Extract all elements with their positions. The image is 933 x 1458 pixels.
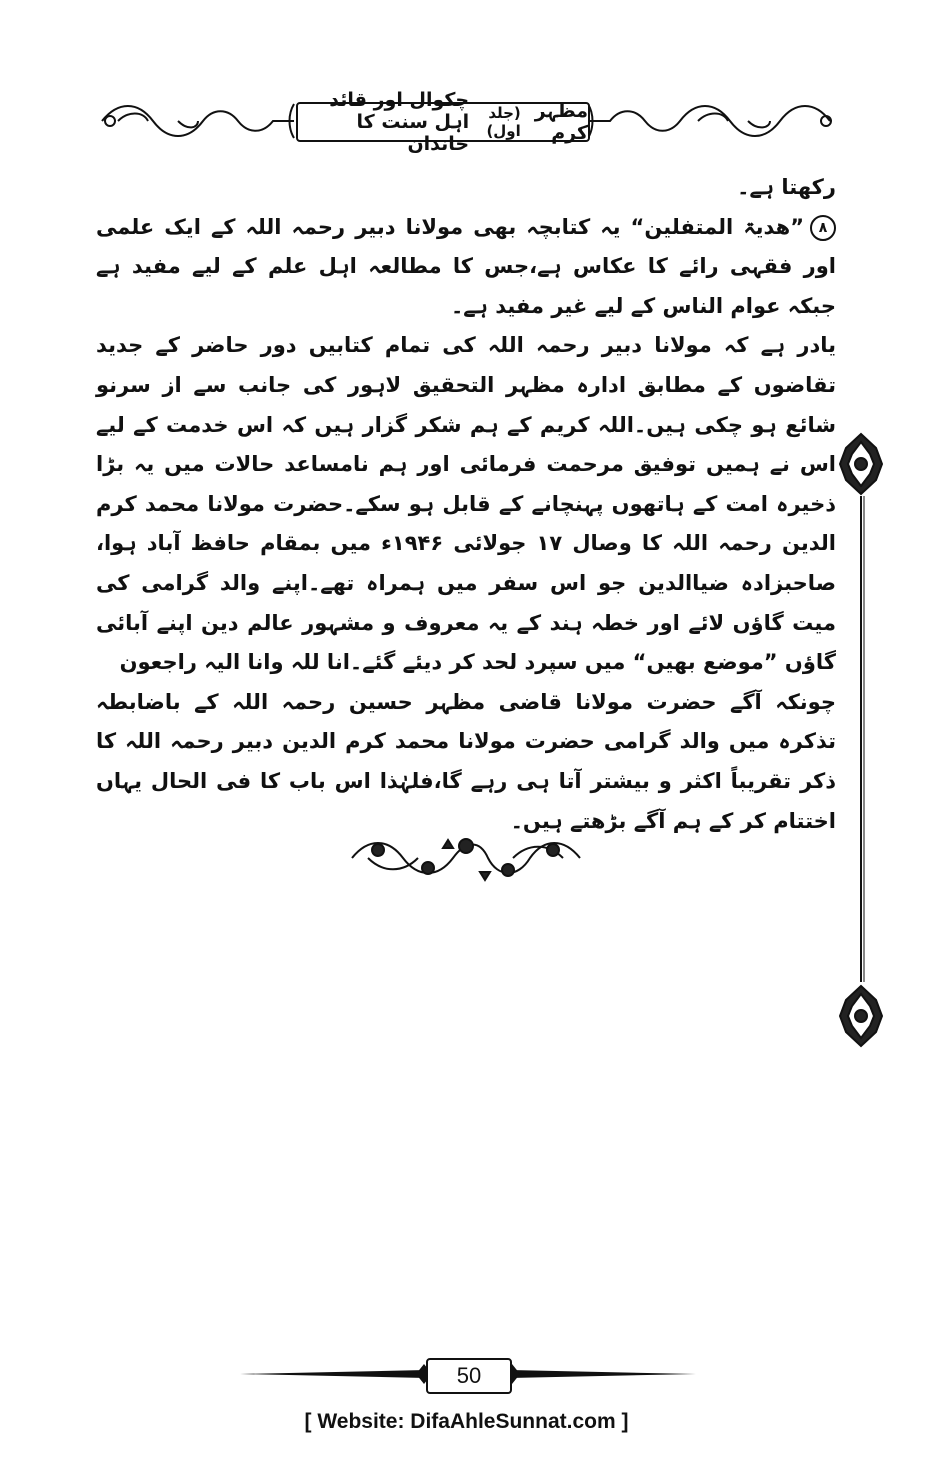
header-chapter-title: چکوال اور قائد اہل سنت کا خاندان — [329, 89, 470, 155]
header-title-box — [296, 89, 590, 155]
paragraph-4: چونکہ آگے حضرت مولانا قاضی مظہر حسین رحمہ اللہ کے باضابطہ تذکرہ میں والد گرامی حضرت مولانا محمد کرم الدین دبیر رحمہ اللہ کا ذکر تقریباً اکثر و بیشتر آتا ہی رہے گا،فلہٰذا اس باب کا فی الحال یہاں اختتام کر کے ہم آگے بڑھتے ہیں۔ — [96, 689, 836, 833]
header-book-title: مظہر کرم — [534, 100, 588, 144]
item-number-badge: ۸ — [810, 215, 836, 241]
paragraph-2-text: ”ھدیۃ المتفلین“ یہ کتابچہ بھی مولانا دبیر رحمہ اللہ کے ایک علمی اور فقہی رائے کا عکاس ہے،جس کا مطالعہ اہل علم کے لیے مفید ہے جبکہ عوام الناس کے لیے غیر مفید ہے۔ — [96, 214, 836, 318]
header-volume: (جلد اول) — [486, 104, 521, 140]
running-header — [98, 89, 838, 155]
paragraph-3: یادر ہے کہ مولانا دبیر رحمہ اللہ کی تمام کتابیں دور حاضر کے جدید تقاضوں کے مطابق ادارہ مظہر التحقیق لاہور کی جانب سے از سرنو شائع ہو چکی ہیں۔اللہ کریم کے ہم شکر گزار ہیں کہ اس خدمت کے لیے اس نے ہمیں توفیق مرحمت فرمائی اور ہم نامساعد حالات میں یہ بڑا ذخیرہ امت کے ہاتھوں پہنچانے کے قابل ہو سکے۔حضرت مولانا محمد کرم الدین رحمہ اللہ کا وصال ۱۷ جولائی ۱۹۴۶ء میں بمقام حافظ آباد ہوا، صاحبزادہ ضیاالدین جو اس سفر میں ہمراہ تھے۔اپنے والد گرامی کی میت گاؤں لائے اور خطہ ہند کے یہ معروف و مشہور عالم دین اپنے آبائی گاؤں ”موضع بھیں“ میں سپرد لحد کر دیئے گئے۔انا للہ وانا الیہ راجعون — [96, 333, 836, 675]
body-text — [96, 168, 836, 841]
page-number-area — [240, 1356, 696, 1396]
paragraph-1: رکھتا ہے۔ — [737, 175, 836, 199]
side-ornament-icon — [836, 430, 886, 1050]
flourish-divider-icon — [348, 828, 584, 888]
website-footer: [ Website: DifaAhleSunnat.com ] — [304, 1410, 629, 1433]
page-number: 50 — [426, 1358, 512, 1394]
paragraph-2 — [96, 208, 836, 327]
